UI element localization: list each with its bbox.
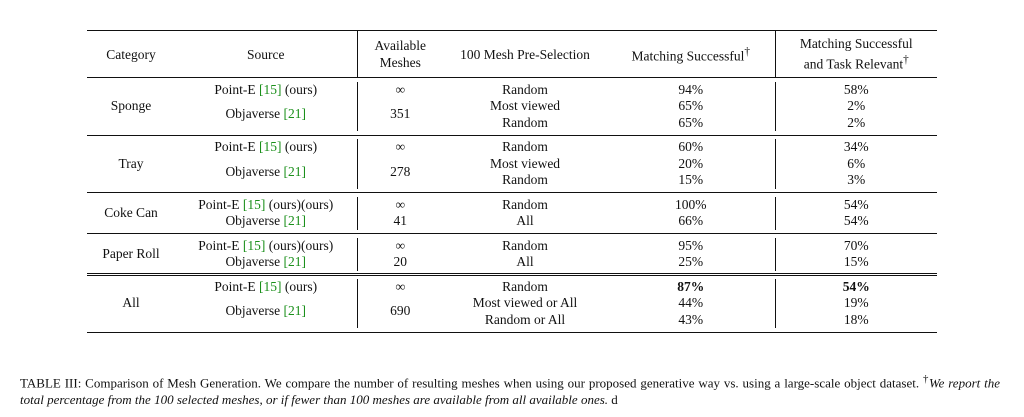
source-cell: Objaverse [21] (225, 254, 307, 269)
source-cell: Point-E [15] (ours)(ours) (198, 237, 334, 253)
relevant-cell: 3% (775, 172, 937, 189)
matching-cell: 20% (678, 155, 704, 171)
relevant-cell: 34% (775, 139, 937, 156)
mesh-comparison-table (87, 30, 937, 333)
table-row (87, 238, 937, 255)
category-cell: Coke Can (104, 204, 158, 220)
relevant-cell: 18% (775, 312, 937, 329)
preselection-cell: Random (502, 196, 548, 212)
preselection-cell: Random (502, 114, 548, 130)
table-row (87, 254, 937, 271)
relevant-cell: 54% (775, 213, 937, 230)
header-category: Category (106, 46, 156, 62)
available-cell: 20 (357, 254, 443, 271)
source-cell: Objaverse [21] (225, 106, 307, 122)
relevant-cell: 2% (775, 115, 937, 132)
preselection-cell: All (516, 254, 534, 269)
preselection-cell: Most viewed or All (472, 295, 578, 310)
preselection-cell: Random or All (484, 311, 566, 327)
category-cell: All (122, 295, 140, 310)
matching-cell: 25% (678, 254, 704, 269)
table-row (87, 197, 937, 214)
source-cell: Point-E [15] (ours) (214, 81, 318, 97)
caption-text: Comparison of Mesh Generation. We compare the number of resulting meshes when using our proposed generative way vs. using a large-scale object dataset. (85, 375, 923, 391)
caption-tail: d (608, 392, 618, 408)
category-cell: Tray (118, 155, 144, 171)
relevant-cell: 19% (775, 295, 937, 312)
matching-cell: 15% (678, 172, 704, 187)
available-cell: ∞ (357, 279, 443, 296)
source-cell: Point-E [15] (ours) (214, 139, 318, 154)
source-cell: Point-E [15] (ours) (214, 278, 318, 294)
table-row (87, 213, 937, 230)
preselection-cell: Most viewed (489, 98, 561, 113)
available-cell: ∞ (357, 139, 443, 156)
table-row (87, 82, 937, 99)
matching-cell: 43% (678, 311, 704, 327)
available-cell: 41 (357, 213, 443, 230)
source-cell: Objaverse [21] (225, 303, 307, 319)
relevant-cell: 2% (775, 98, 937, 115)
relevant-cell: 54% (775, 279, 937, 296)
table-header-row (87, 31, 937, 78)
caption-footnote: We report the total percentage from the 100 selected meshes, or if fewer than 100 meshes are available from all available ones. (20, 375, 1000, 408)
header-source: Source (247, 46, 285, 62)
table-row (87, 98, 937, 115)
source-cell: Objaverse [21] (225, 213, 307, 228)
source-cell: Objaverse [21] (225, 163, 307, 179)
table-row (87, 156, 937, 173)
relevant-cell: 58% (775, 82, 937, 99)
relevant-cell: 6% (775, 156, 937, 173)
available-cell: 690 (357, 295, 443, 328)
available-cell: ∞ (357, 82, 443, 99)
table-caption (20, 371, 1000, 408)
available-cell: ∞ (357, 197, 443, 214)
preselection-cell: Most viewed (489, 155, 561, 171)
matching-cell: 95% (678, 237, 704, 253)
preselection-cell: Random (502, 139, 548, 154)
header-relevant: Matching Successful and Task Relevant† (775, 31, 937, 78)
matching-cell: 87% (677, 278, 705, 294)
results-table-container (87, 30, 937, 333)
matching-cell: 60% (678, 139, 704, 154)
relevant-cell: 70% (775, 238, 937, 255)
relevant-cell: 54% (775, 197, 937, 214)
table-row (87, 279, 937, 296)
available-cell: 351 (357, 98, 443, 131)
source-cell: Point-E [15] (ours)(ours) (198, 196, 334, 212)
matching-cell: 94% (678, 81, 704, 97)
preselection-cell: Random (502, 278, 548, 294)
header-matching: Matching Successful† (631, 45, 750, 64)
available-cell: ∞ (357, 238, 443, 255)
matching-cell: 65% (678, 114, 704, 130)
category-cell: Paper Roll (102, 245, 160, 261)
relevant-cell: 15% (775, 254, 937, 271)
preselection-cell: Random (502, 81, 548, 97)
preselection-cell: Random (502, 172, 548, 187)
caption-label: TABLE III: (20, 375, 86, 391)
table-row (87, 139, 937, 156)
matching-cell: 44% (678, 295, 704, 310)
preselection-cell: All (516, 213, 534, 228)
available-cell: 278 (357, 156, 443, 189)
table-row (87, 295, 937, 312)
matching-cell: 100% (675, 196, 707, 212)
header-available: Available Meshes (357, 31, 443, 78)
category-cell: Sponge (110, 98, 152, 113)
header-preselection: 100 Mesh Pre-Selection (460, 46, 590, 62)
matching-cell: 66% (678, 213, 704, 228)
caption-mark: † (922, 373, 929, 385)
matching-cell: 65% (678, 98, 704, 113)
preselection-cell: Random (502, 237, 548, 253)
